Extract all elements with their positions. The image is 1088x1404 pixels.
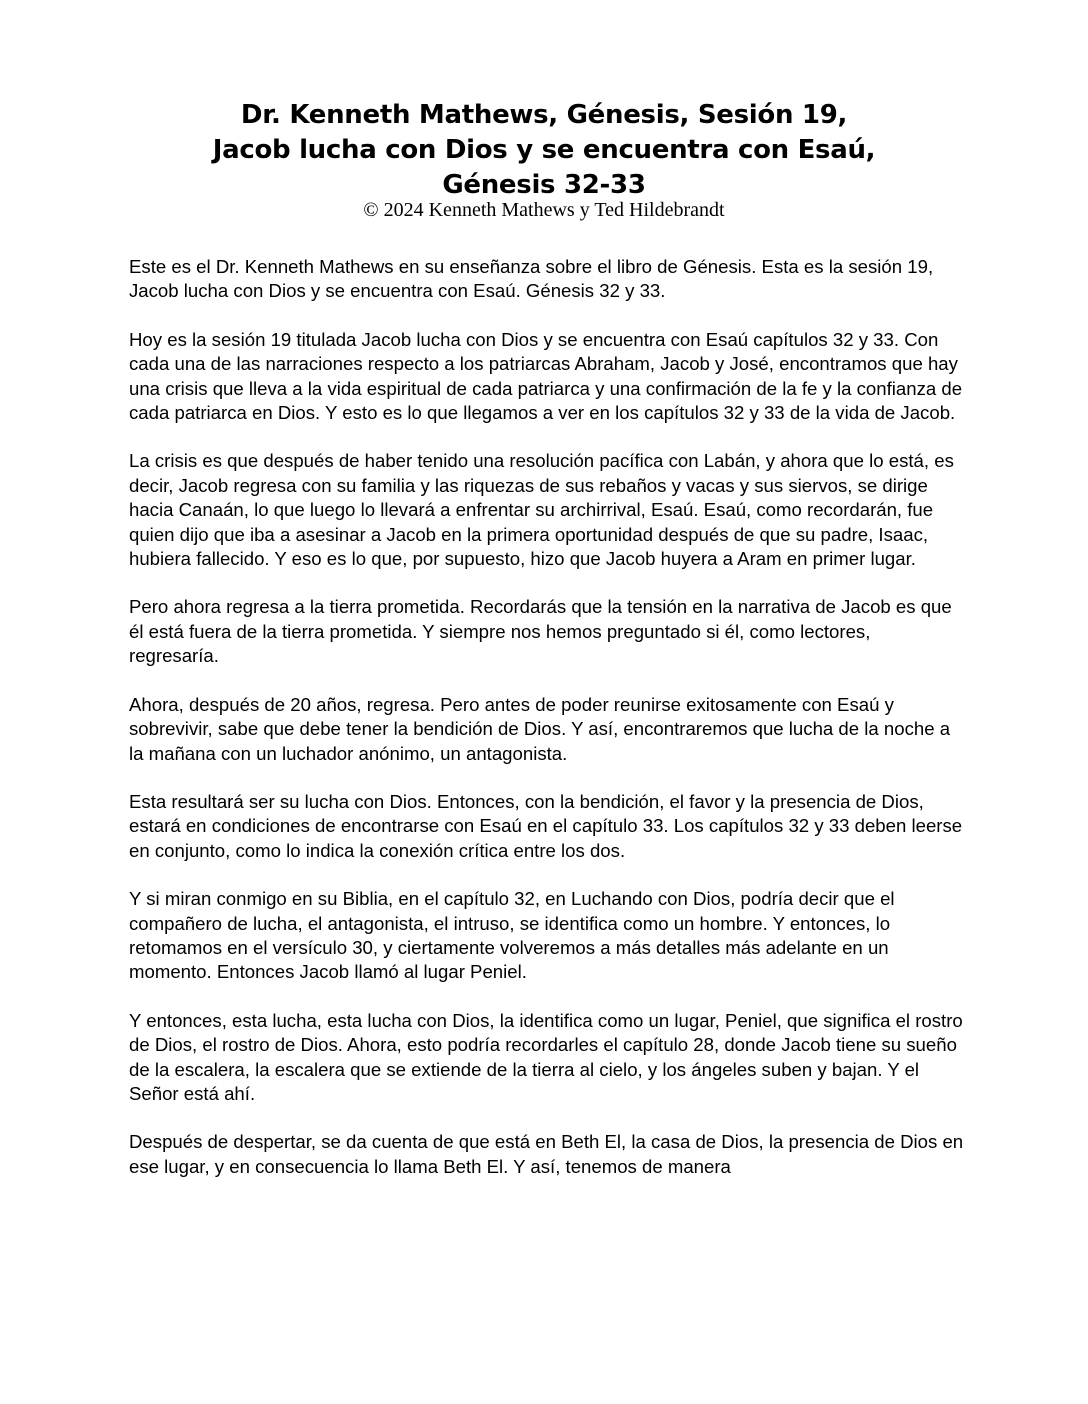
- body-text: [129, 255, 964, 1203]
- paragraph-2: Hoy es la sesión 19 titulada Jacob lucha con Dios y se encuentra con Esaú capítulos 32 y 33. Con cada una de las narraciones respecto a los patriarcas Abraham, Jacob y José, encontramos que hay una crisis que lleva a la vida espiritual de cada patriarca y una confirmación de la fe y la confianza de cada patriarca en Dios. Y esto es lo que llegamos a ver en los capítulos 32 y 33 de la vida de Jacob.: [129, 328, 963, 424]
- paragraph-9: Después de despertar, se da cuenta de que está en Beth El, la casa de Dios, la presencia de Dios en ese lugar, y en consecuencia lo llama Beth El. Y así, tenemos de manera: [129, 1131, 964, 1177]
- paragraph-6: Esta resultará ser su lucha con Dios. Entonces, con la bendición, el favor y la presencia de Dios, estará en condiciones de encontrarse con Esaú en el capítulo 33. Los capítulos 32 y 33 deben leerse en conjunto, como lo indica la conexión crítica entre los dos.: [129, 790, 963, 861]
- paragraph-7: Y si miran conmigo en su Biblia, en el capítulo 32, en Luchando con Dios, podría decir que el compañero de lucha, el antagonista, el intruso, se identifica como un hombre. Y entonces, lo retomamos en el versículo 30, y ciertamente volveremos a más detalles más adelante en un momento. Entonces Jacob llamó al lugar Peniel.: [129, 888, 895, 983]
- paragraph-1: Este es el Dr. Kenneth Mathews en su enseñanza sobre el libro de Génesis. Esta es la sesión 19, Jacob lucha con Dios y se encuentra con Esaú. Génesis 32 y 33.: [129, 256, 934, 302]
- paragraph-3: La crisis es que después de haber tenido una resolución pacífica con Labán, y ahora que lo está, es decir, Jacob regresa con su familia y las riquezas de sus rebaños y vacas y sus siervos, se dirige hacia Canaán, lo que luego lo llevará a enfrentar su archirrival, Esaú. Esaú, como recordarán, fue quien dijo que iba a asesinar a Jacob en la primera oportunidad después de que su padre, Isaac, hubiera fallecido. Y eso es lo que, por supuesto, hizo que Jacob huyera a Aram en primer lugar.: [129, 450, 954, 570]
- paragraph-4: Pero ahora regresa a la tierra prometida. Recordarás que la tensión en la narrativa de Jacob es que él está fuera de la tierra prometida. Y siempre nos hemos preguntado si él, como lectores, regresaría.: [129, 596, 952, 667]
- copyright-notice: © 2024 Kenneth Mathews y Ted Hildebrandt: [363, 199, 725, 221]
- title-line-3: Génesis 32-33: [442, 170, 646, 200]
- paragraph-5: Ahora, después de 20 años, regresa. Pero antes de poder reunirse exitosamente con Esaú y sobrevivir, sabe que debe tener la bendición de Dios. Y así, encontraremos que lucha de la noche a la mañana con un luchador anónimo, un antagonista.: [129, 693, 951, 764]
- title-block: [0, 98, 1088, 221]
- paragraph-8: Y entonces, esta lucha, esta lucha con Dios, la identifica como un lugar, Peniel, que significa el rostro de Dios, el rostro de Dios. Ahora, esto podría recordarles el capítulo 28, donde Jacob tiene su sueño de la escalera, la escalera que se extiende de la tierra al cielo, y los ángeles suben y bajan. Y el Señor está ahí.: [129, 1009, 963, 1104]
- title-line-1: Dr. Kenneth Mathews, Génesis, Sesión 19,: [240, 100, 848, 130]
- title-line-2: Jacob lucha con Dios y se encuentra con Esaú,: [212, 135, 876, 165]
